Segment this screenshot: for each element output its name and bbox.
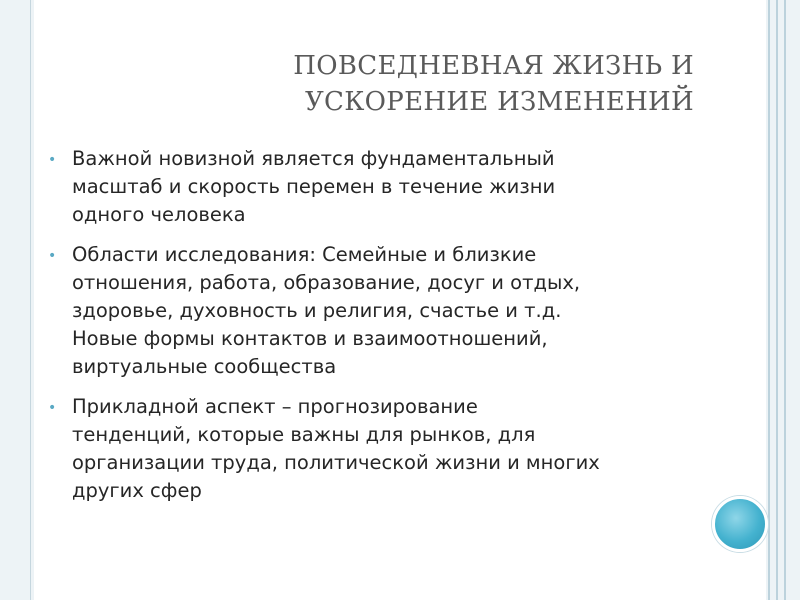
bullet-marker-icon: • xyxy=(48,152,57,168)
bullet-line: Важной новизной является фундаментальный xyxy=(72,147,555,170)
bullet-line: других сфер xyxy=(72,479,202,502)
bullet-line: масштаб и скорость перемен в течение жизни xyxy=(72,175,556,198)
bullet-line: Новые формы контактов и взаимоотношений, xyxy=(72,327,548,350)
bullet-item xyxy=(48,145,688,229)
left-decorative-rule xyxy=(30,0,31,600)
bullet-line: отношения, работа, образование, досуг и отдых, xyxy=(72,271,581,294)
bullet-item xyxy=(48,393,688,505)
slide-title xyxy=(60,48,694,120)
teal-circle-icon xyxy=(712,496,768,552)
bullet-marker-icon: • xyxy=(48,248,57,264)
bullet-marker-icon: • xyxy=(48,400,57,416)
bullet-line: тенденций, которые важны для рынков, для xyxy=(72,423,536,446)
right-decorative-rule xyxy=(784,0,786,600)
bullet-item xyxy=(48,241,688,381)
bullet-line: здоровье, духовность и религия, счастье и т.д. xyxy=(72,299,562,322)
bullet-list xyxy=(48,145,688,517)
bullet-line: виртуальные сообщества xyxy=(72,355,337,378)
slide-title-line: ПОВСЕДНЕВНАЯ ЖИЗНЬ И xyxy=(293,51,694,81)
bullet-line: организации труда, политической жизни и многих xyxy=(72,451,600,474)
left-decorative-band xyxy=(0,0,34,600)
right-decorative-rule xyxy=(776,0,778,600)
slide-title-line: УСКОРЕНИЕ ИЗМЕНЕНИЙ xyxy=(304,87,694,117)
right-decorative-band xyxy=(766,0,800,600)
bullet-line: Прикладной аспект – прогнозирование xyxy=(72,395,478,418)
right-decorative-rule xyxy=(768,0,770,600)
bullet-line: Области исследования: Семейные и близкие xyxy=(72,243,537,266)
bullet-line: одного человека xyxy=(72,203,246,226)
